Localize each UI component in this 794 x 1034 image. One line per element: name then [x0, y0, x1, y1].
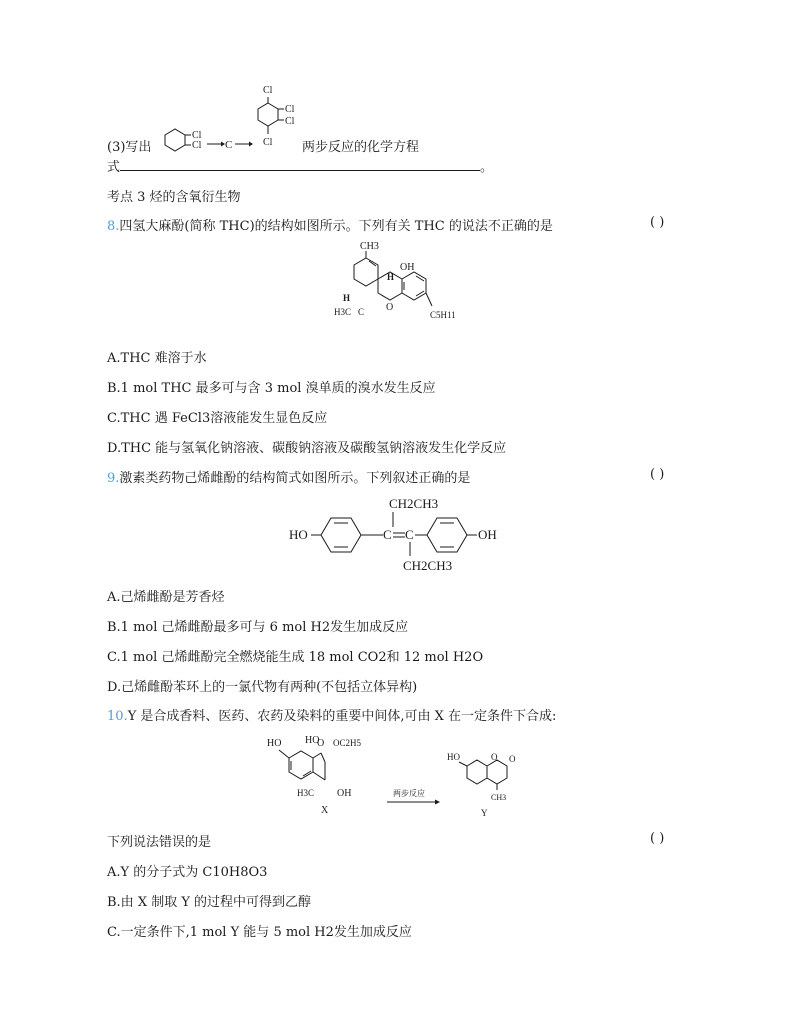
y-o-carbonyl: O [509, 754, 516, 764]
product-cl-right-2: Cl [285, 116, 295, 127]
q10-option-b[interactable]: B.由 X 制取 Y 的过程中可得到乙醇 [107, 895, 312, 910]
x-ho-2: HO [305, 735, 320, 746]
q10-stem: Y 是合成香料、医药、农药及染料的重要中间体,可由 X 在一定条件下合成: [127, 709, 557, 724]
q10-option-c[interactable]: C.一定条件下,1 mol Y 能与 5 mol H2发生加成反应 [107, 925, 412, 940]
q8-option-c[interactable]: C.THC 遇 FeCl3溶液能发生显色反应 [107, 411, 328, 426]
x-benzene-ring [289, 751, 313, 779]
x-oh: OH [337, 788, 352, 799]
des-c-left: C [383, 527, 392, 542]
reactant-cl-2: Cl [192, 140, 202, 151]
q9-stem-line [107, 467, 470, 486]
des-c-right: C [405, 527, 414, 542]
des-ch2ch3-bottom: CH2CH3 [403, 558, 453, 573]
q9-stem: 激素类药物己烯雌酚的结构简式如图所示。下列叙述正确的是 [119, 471, 471, 486]
des-ch2ch3-top: CH2CH3 [389, 496, 439, 511]
product-cl-top: Cl [263, 85, 273, 96]
q8-thc-structure [330, 238, 470, 330]
y-ho: HO [447, 752, 460, 762]
product-cl-bottom: Cl [263, 137, 273, 148]
y-label: Y [481, 808, 488, 818]
arrow-label: 两步反应 [393, 789, 425, 798]
thc-oh: OH [400, 262, 415, 273]
q9-answer-paren[interactable]: ( ) [650, 467, 665, 482]
x-o: O [317, 738, 325, 749]
q7-3-line2 [107, 156, 493, 175]
intermediate-c: C [225, 139, 233, 151]
q9-option-c[interactable]: C.1 mol 己烯雌酚完全燃烧能生成 18 mol CO2和 12 mol H2O [107, 650, 484, 665]
thc-o: O [386, 302, 394, 313]
q8-answer-paren[interactable]: ( ) [650, 215, 665, 230]
des-ho: HO [289, 527, 308, 542]
reactant-cl-1: Cl [192, 130, 202, 141]
q10-question: 下列说法错误的是 [107, 835, 212, 850]
q10-number: 10. [107, 709, 128, 724]
section-heading: 考点 3 烃的含氧衍生物 [107, 190, 241, 205]
q8-number: 8. [107, 219, 120, 234]
q7-3-line2-start: 式 [107, 160, 121, 175]
q8-option-a[interactable]: A.THC 难溶于水 [107, 351, 207, 366]
q9-number: 9. [107, 471, 120, 486]
q9-des-structure [285, 494, 515, 576]
thc-ring-left [354, 258, 378, 286]
thc-h-lower: H [343, 293, 351, 303]
product-cl-right-1: Cl [285, 104, 295, 115]
q7-3-line2-end: 。 [480, 160, 494, 175]
q10-reaction-scheme [265, 732, 525, 822]
q9-option-b[interactable]: B.1 mol 己烯雌酚最多可与 6 mol H2发生加成反应 [107, 620, 409, 635]
q8-option-b[interactable]: B.1 mol THC 最多可与含 3 mol 溴单质的溴水发生反应 [107, 381, 436, 396]
q7-3-answer-blank[interactable] [120, 158, 480, 171]
y-pyrone-ring [487, 760, 507, 784]
q9-option-d[interactable]: D.己烯雌酚苯环上的一氯代物有两种(不包括立体异构) [107, 680, 418, 695]
x-ho-1: HO [267, 738, 282, 749]
thc-ch3: CH3 [360, 241, 379, 252]
cyclohexane-ring [165, 129, 185, 151]
q8-stem-line [107, 215, 553, 234]
q10-stem-line [107, 705, 556, 724]
q9-option-a[interactable]: A.己烯雌酚是芳香烃 [107, 590, 225, 605]
q8-stem: 四氢大麻酚(简称 THC)的结构如图所示。下列有关 THC 的说法不正确的是 [119, 219, 553, 234]
thc-h-upper: H [387, 272, 395, 282]
product-ring [258, 103, 278, 126]
y-benzene-ring [467, 760, 487, 784]
q7-3-reaction-scheme [155, 82, 300, 157]
x-h3c: H3C [297, 788, 315, 798]
y-o-ring: O [491, 752, 498, 762]
des-oh: OH [478, 527, 497, 542]
thc-c5h11: C5H11 [430, 310, 456, 320]
x-label: X [321, 805, 329, 816]
q7-3-suffix: 两步反应的化学方程 [302, 140, 420, 155]
thc-c-quaternary: C [358, 307, 365, 317]
q7-3-prefix: (3)写出 [107, 140, 152, 155]
q10-option-a[interactable]: A.Y 的分子式为 C10H8O3 [107, 865, 268, 880]
q8-option-d[interactable]: D.THC 能与氢氧化钠溶液、碳酸钠溶液及碳酸氢钠溶液发生化学反应 [107, 441, 507, 456]
q10-answer-paren[interactable]: ( ) [650, 831, 665, 846]
thc-ring-aromatic [402, 272, 426, 300]
thc-h3c: H3C [334, 307, 352, 317]
y-ch3: CH3 [491, 793, 507, 802]
x-oc2h5: OC2H5 [333, 738, 362, 748]
